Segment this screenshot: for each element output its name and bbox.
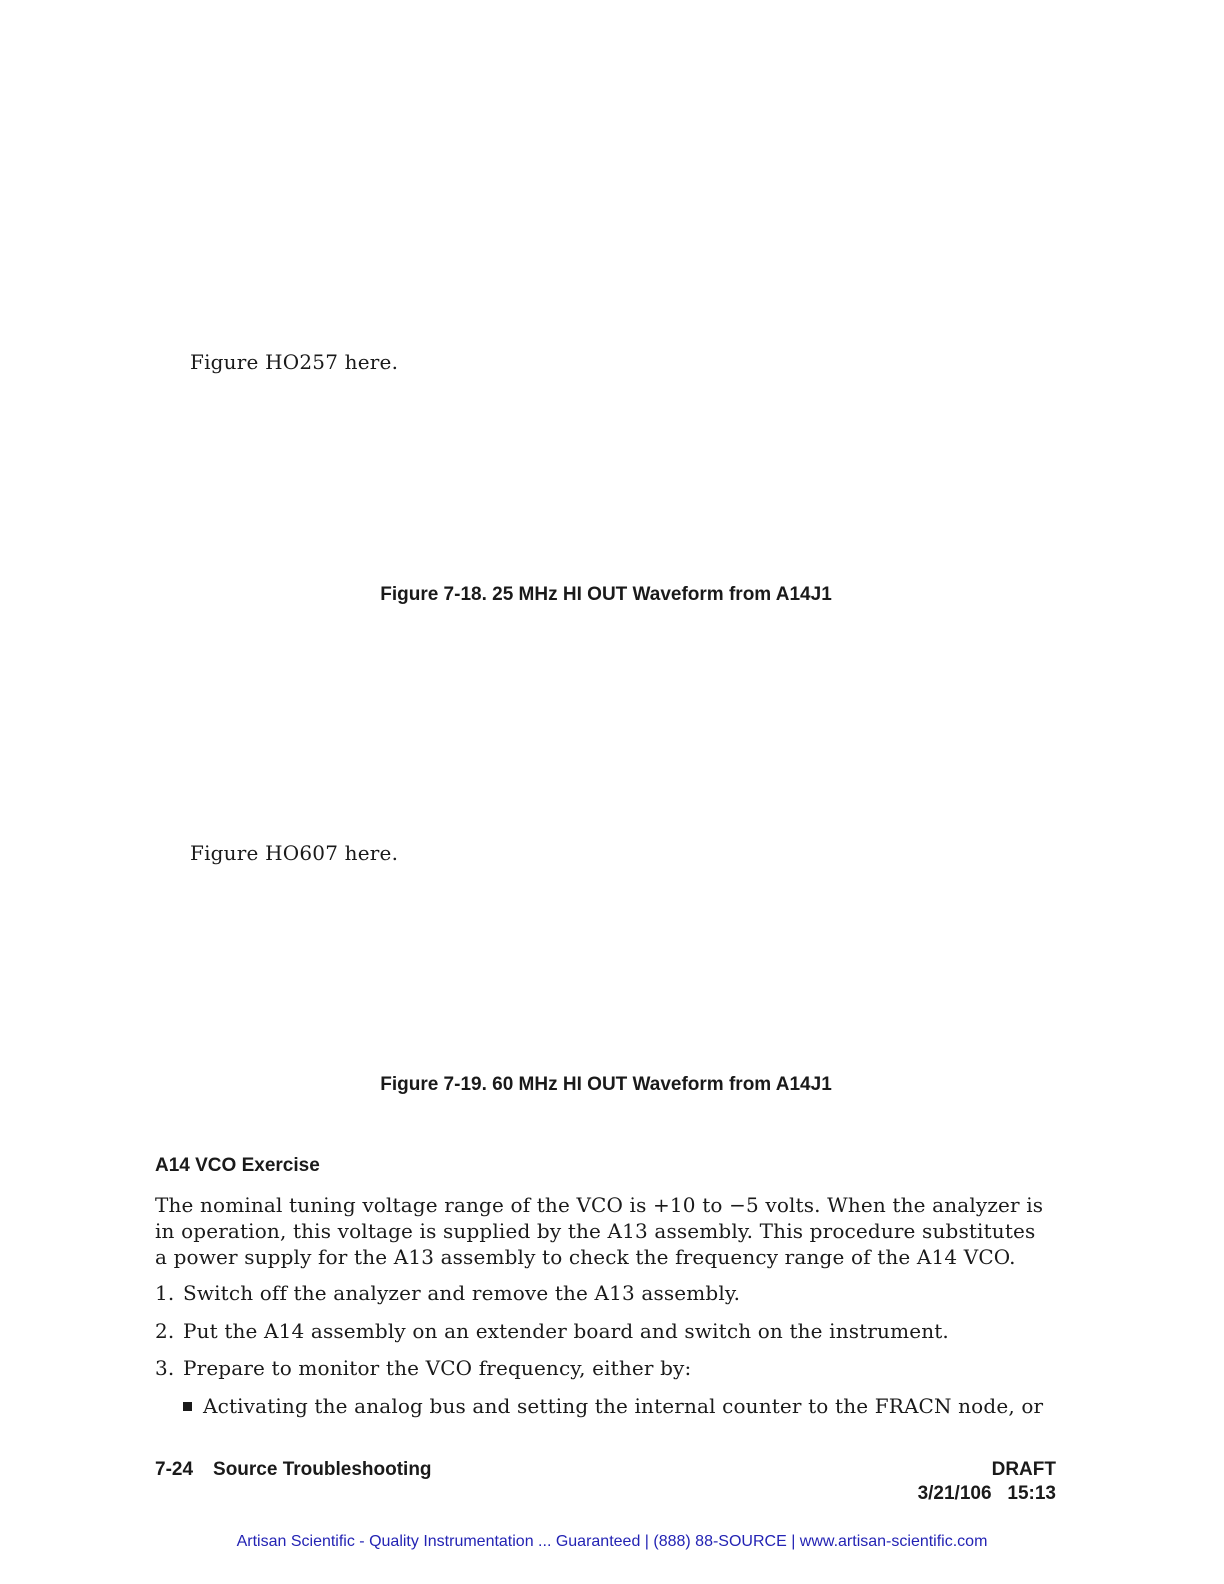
step-number: 2.	[155, 1319, 175, 1343]
intro-paragraph: The nominal tuning voltage range of the VCO is +10 to −5 volts. When the analyzer is in operation, this voltage is supplied by the A13 assembly. This procedure substitutes a power supply for the A13 assembly to check the frequency range of the A14 VCO.	[155, 1193, 1044, 1269]
step-2	[155, 1318, 949, 1344]
bullet-text: Activating the analog bus and setting the internal counter to the FRACN node, or	[203, 1394, 1044, 1418]
figure-caption-7-19: Figure 7-19. 60 MHz HI OUT Waveform from A14J1	[380, 1074, 832, 1095]
page-number: 7-24	[155, 1459, 194, 1480]
footer-section-title: Source Troubleshooting	[213, 1459, 432, 1480]
bullet-item	[183, 1393, 1043, 1419]
step-text: Put the A14 assembly on an extender board and switch on the instrument.	[183, 1319, 949, 1343]
page-footer-left	[155, 1459, 432, 1481]
square-bullet-icon	[183, 1402, 192, 1411]
draft-time: 15:13	[1007, 1483, 1056, 1504]
figure-placeholder-ho607: Figure HO607 here.	[190, 841, 399, 865]
step-3	[155, 1355, 691, 1381]
figure-caption-7-18: Figure 7-18. 25 MHz HI OUT Waveform from A14J1	[380, 584, 832, 605]
step-number: 1.	[155, 1281, 175, 1305]
step-text: Switch off the analyzer and remove the A13 assembly.	[183, 1281, 741, 1305]
step-1	[155, 1280, 740, 1306]
step-number: 3.	[155, 1356, 175, 1380]
step-text: Prepare to monitor the VCO frequency, either by:	[183, 1356, 692, 1380]
figure-placeholder-ho257: Figure HO257 here.	[190, 350, 399, 374]
draft-date: 3/21/106	[917, 1483, 992, 1504]
section-heading: A14 VCO Exercise	[155, 1155, 320, 1176]
draft-timestamp	[918, 1483, 1056, 1505]
vendor-link-line[interactable]: Artisan Scientific - Quality Instrumentation ... Guaranteed | (888) 88-SOURCE | www.artisan-scientific.com	[236, 1533, 988, 1550]
draft-label: DRAFT	[991, 1459, 1056, 1480]
